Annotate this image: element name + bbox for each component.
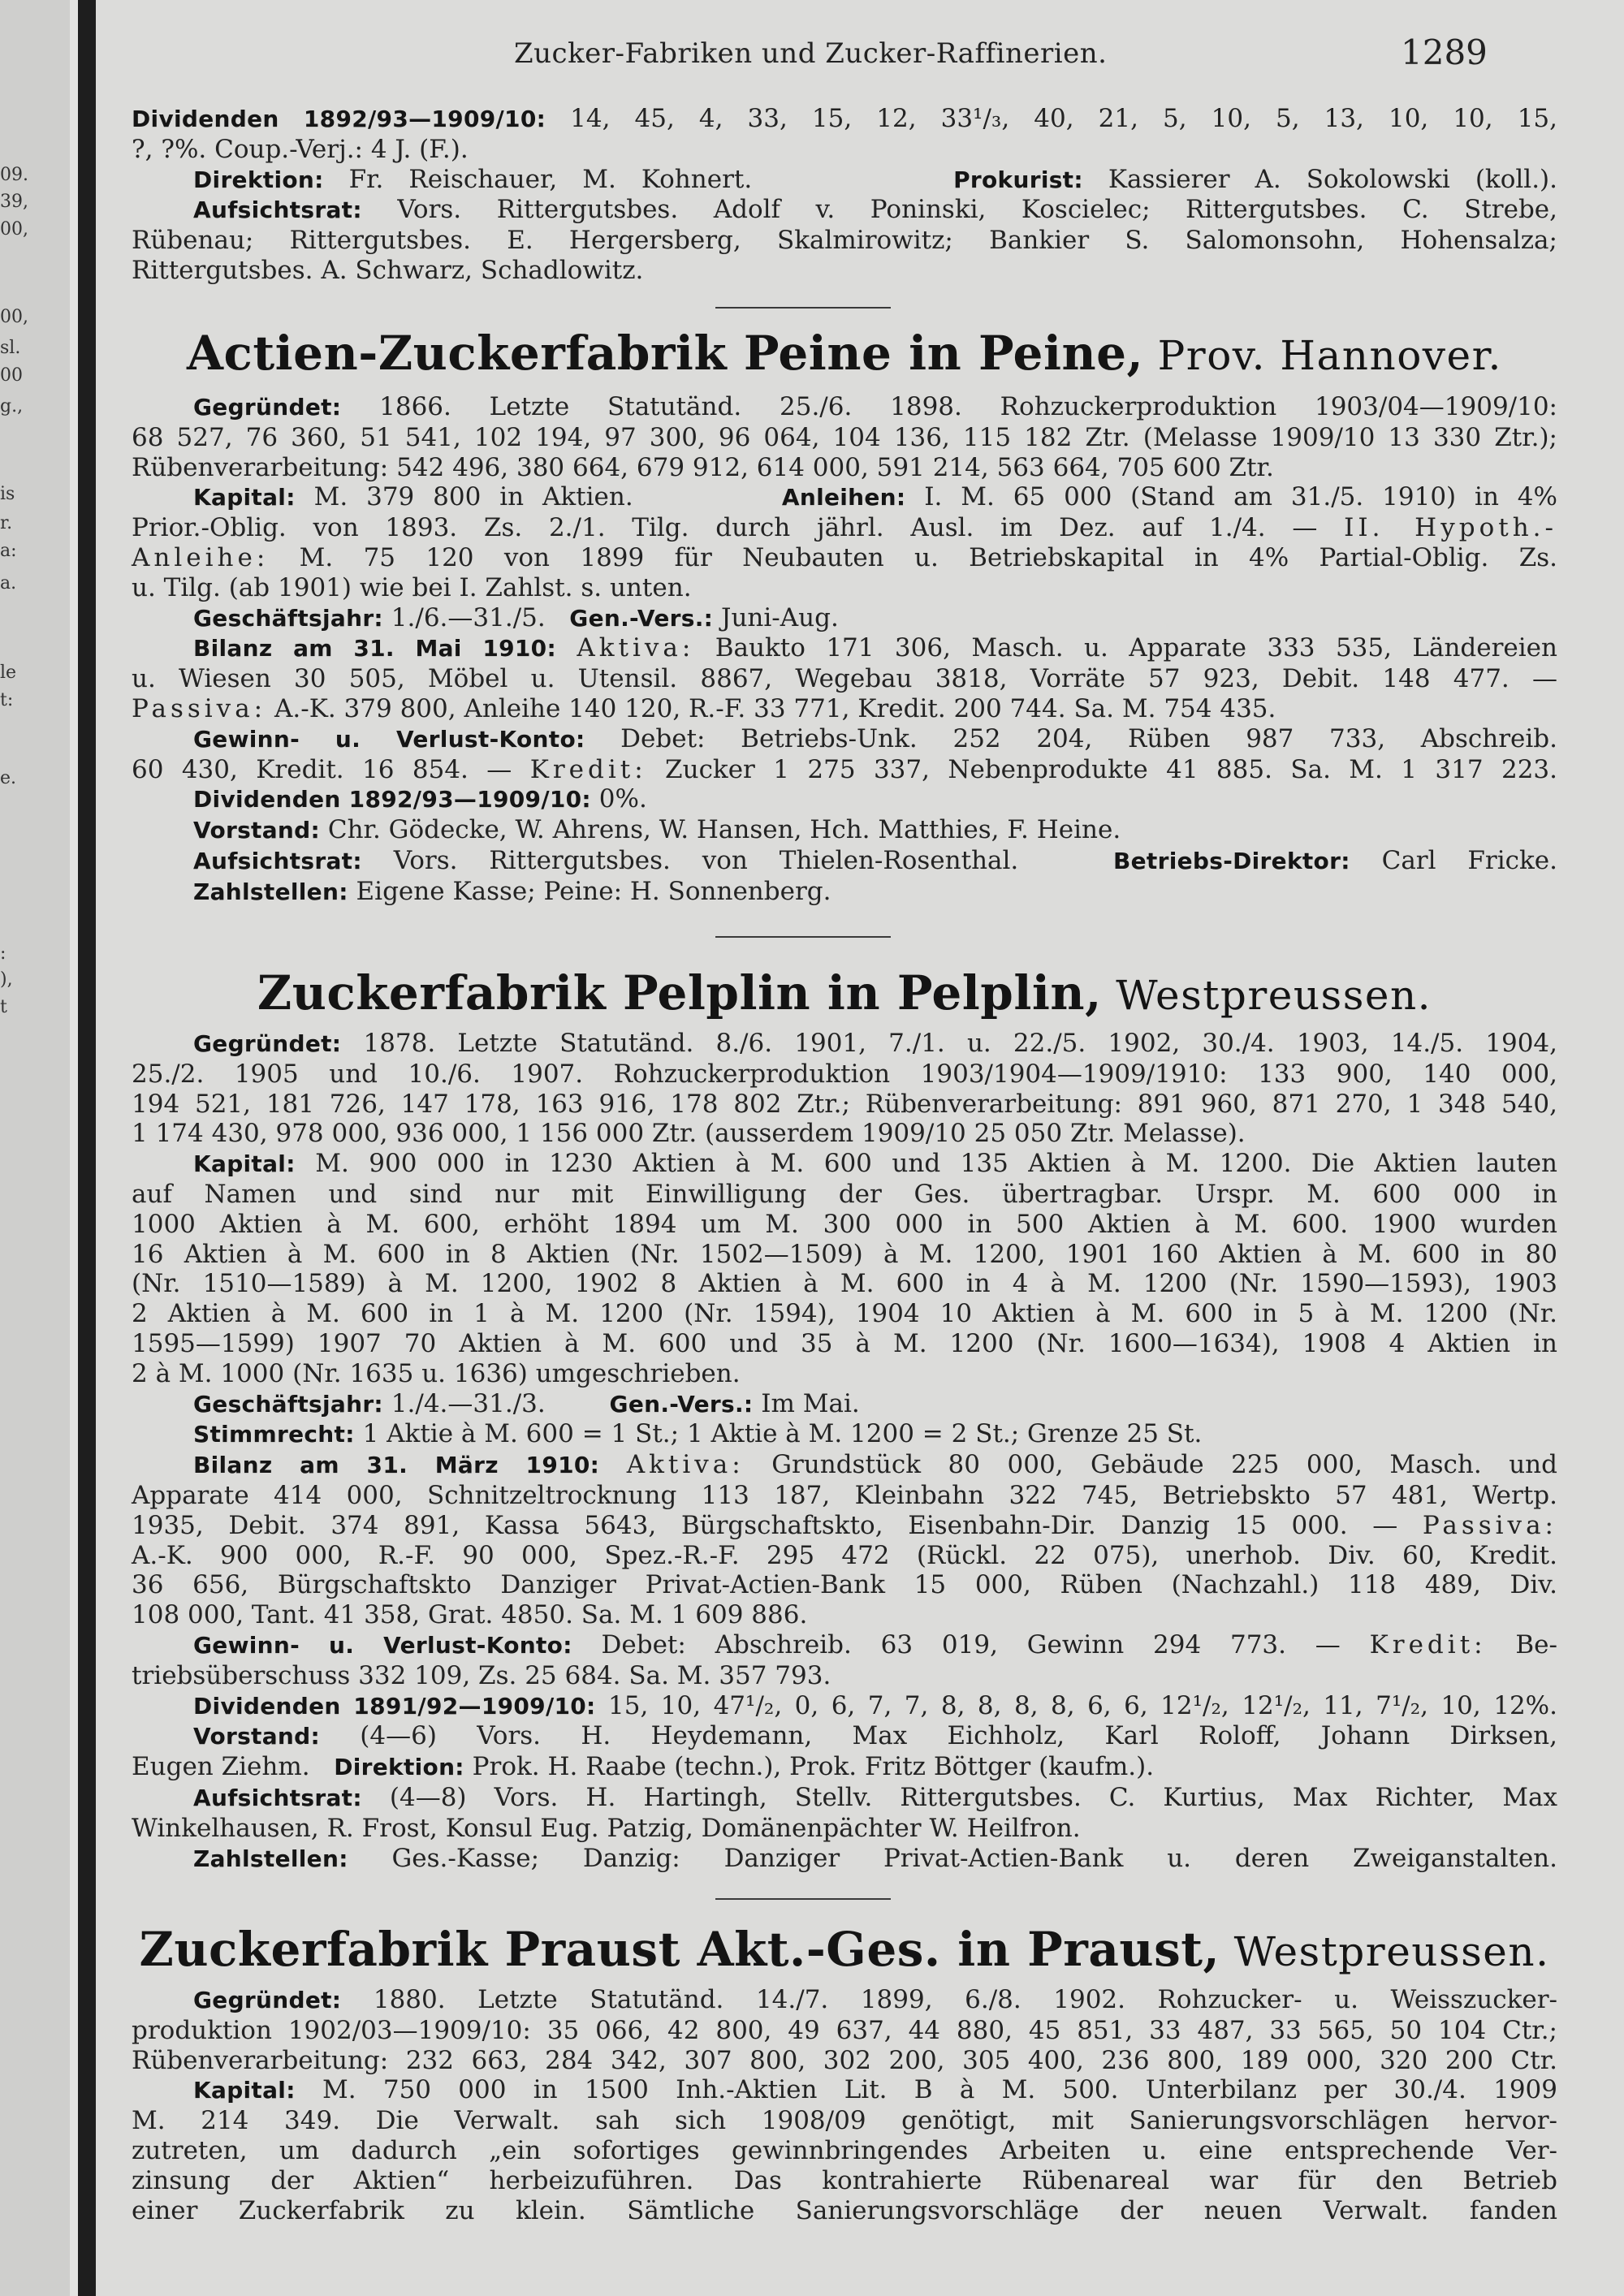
text-run: 2 Aktien à M. 600 in 1 à M. 1200 (Nr. 1594), 1904 10 Aktien à M. 600 in 5 à M. 1200 (Nr. xyxy=(132,1299,1557,1329)
field-label: Gewinn- u. Verlust-Konto: xyxy=(193,1631,572,1659)
text-run: Rübenverarbeitung: 542 496, 380 664, 679 912, 614 000, 591 214, 563 664, 705 600 Ztr. xyxy=(132,452,1274,482)
entry-body xyxy=(132,1985,1557,2225)
text-line xyxy=(132,1149,1557,1180)
text-run: 108 000, Tant. 41 358, Grat. 4850. Sa. M. 1 609 886. xyxy=(132,1600,808,1630)
text-line xyxy=(132,1985,1557,2016)
field-label: Geschäftsjahr: xyxy=(193,1390,383,1418)
spaced-label: Aktiva: xyxy=(577,633,695,663)
text-line xyxy=(132,573,1557,603)
text-line xyxy=(132,2016,1557,2046)
text-line xyxy=(132,256,1557,286)
text-run: Prior.-Oblig. von 1893. Zs. 2./1. Tilg. durch jährl. Ausl. im Dez. auf 1./4. — xyxy=(132,513,1345,543)
text-run: (4—8) Vors. H. Hartingh, Stellv. Rittergutsbes. C. Kurtius, Max Richter, Max xyxy=(361,1782,1557,1812)
text-line xyxy=(132,1721,1557,1752)
margin-fragment: a. xyxy=(0,573,17,593)
text-run: 2 à M. 1000 (Nr. 1635 u. 1636) umgeschrieben. xyxy=(132,1358,741,1388)
section-divider xyxy=(715,936,891,938)
field-label: Direktion: xyxy=(334,1754,464,1781)
text-run: 0%. xyxy=(590,784,647,814)
text-line xyxy=(132,815,1557,846)
entry-body xyxy=(132,392,1557,908)
text-run: Rübenau; Rittergutsbes. E. Hergersberg, Skalmirowitz; Bankier S. Salomonsohn, Hohensalza; xyxy=(132,226,1557,256)
section-peine xyxy=(132,325,1557,908)
field-label: Vorstand: xyxy=(193,817,321,844)
text-run: Be- xyxy=(1486,1629,1557,1659)
running-header: Zucker-Fabriken und Zucker-Raffinerien. xyxy=(514,37,1108,70)
text-run: Baukto 171 306, Masch. u. Apparate 333 535, Ländereien xyxy=(694,633,1557,663)
firm-location: Westpreussen. xyxy=(1220,1928,1550,1975)
text-run: I. M. 65 000 (Stand am 31./5. 1910) in 4% xyxy=(905,482,1557,512)
text-run: A.-K. 379 800, Anleihe 140 120, R.-F. 33 771, Kredit. 200 744. Sa. M. 754 435. xyxy=(266,693,1276,723)
text-run: 1 174 430, 978 000, 936 000, 1 156 000 Ztr. (ausserdem 1909/10 25 050 Ztr. Melasse). xyxy=(132,1119,1246,1149)
text-run: Debet: Abschreib. 63 019, Gewinn 294 773. — xyxy=(572,1629,1370,1659)
margin-fragment: t: xyxy=(0,690,14,710)
text-run: M. 900 000 in 1230 Aktien à M. 600 und 135 Aktien à M. 1200. Die Aktien lauten xyxy=(295,1149,1557,1179)
field-label: Anleihen: xyxy=(781,484,906,511)
text-line xyxy=(132,1269,1557,1299)
text-run: Zucker 1 275 337, Nebenprodukte 41 885. Sa. M. 1 317 223. xyxy=(646,754,1557,784)
field-label: Bilanz am 31. Mai 1910: xyxy=(193,635,556,662)
section-divider xyxy=(715,307,891,309)
text-line xyxy=(132,603,1557,634)
text-run: 1880. Letzte Statutänd. 14./7. 1899, 6./8. 1902. Rohzucker- u. Weisszucker- xyxy=(341,1985,1557,2014)
field-label: Dividenden 1891/92—1909/10: xyxy=(193,1692,596,1720)
margin-fragment: is xyxy=(0,484,15,504)
text-line xyxy=(132,1060,1557,1090)
text-run: Rübenverarbeitung: 232 663, 284 342, 307 800, 302 200, 305 400, 236 800, 189 000, 320 200 Ctr. xyxy=(132,2045,1557,2075)
text-run: 1./6.—31./5. xyxy=(382,602,570,632)
text-run xyxy=(599,1450,627,1479)
spaced-label: Anleihe: xyxy=(132,542,270,572)
text-line xyxy=(132,1450,1557,1481)
text-line xyxy=(132,1419,1557,1450)
margin-fragment: 00, xyxy=(0,219,28,240)
text-run: triebsüberschuss 332 109, Zs. 25 684. Sa. M. 357 793. xyxy=(132,1660,831,1690)
field-label: Vorstand: xyxy=(193,1723,321,1750)
field-label: Kapital: xyxy=(193,2077,296,2104)
firm-name: Zuckerfabrik Pelplin in Pelplin, xyxy=(257,965,1102,1021)
margin-fragment: t xyxy=(0,997,7,1017)
field-label: Kapital: xyxy=(193,1150,296,1178)
text-line xyxy=(132,195,1557,226)
spaced-label: Aktiva: xyxy=(626,1450,745,1480)
text-line xyxy=(132,1299,1557,1329)
text-line xyxy=(132,1119,1557,1149)
text-line xyxy=(132,1814,1557,1844)
text-line xyxy=(132,1359,1557,1389)
text-line xyxy=(132,1600,1557,1630)
field-label: Direktion: xyxy=(193,166,324,193)
margin-fragment: g., xyxy=(0,396,24,416)
text-run: Grundstück 80 000, Gebäude 225 000, Masch. und xyxy=(744,1450,1557,1480)
text-run: Winkelhausen, R. Frost, Konsul Eug. Patzig, Domänenpächter W. Heilfron. xyxy=(132,1813,1081,1843)
field-label: Prokurist: xyxy=(953,166,1083,193)
text-line xyxy=(132,755,1557,785)
text-run: 16 Aktien à M. 600 in 8 Aktien (Nr. 1502—1509) à M. 1200, 1901 160 Aktien à M. 600 in 80 xyxy=(132,1239,1557,1269)
section-pelplin xyxy=(132,965,1557,1874)
text-line xyxy=(132,2196,1557,2226)
text-run: A.-K. 900 000, R.-F. 90 000, Spez.-R.-F. 295 472 (Rückl. 22 075), unerhob. Div. 60, Kredit. xyxy=(132,1540,1557,1570)
field-label: Geschäftsjahr: xyxy=(193,604,383,632)
spaced-label: Kredit: xyxy=(529,754,647,784)
text-line xyxy=(132,1481,1557,1511)
section-praust xyxy=(132,1921,1557,2225)
text-run: 15, 10, 47¹/₂, 0, 6, 7, 7, 8, 8, 8, 8, 6, 6, 12¹/₂, 12¹/₂, 11, 7¹/₂, 10, 12%. xyxy=(595,1690,1557,1720)
text-run: Rittergutsbes. A. Schwarz, Schadlowitz. xyxy=(132,255,644,285)
text-line xyxy=(132,694,1557,724)
text-line xyxy=(132,453,1557,483)
text-run: (4—6) Vors. H. Heydemann, Max Eichholz, Karl Roloff, Johann Dirksen, xyxy=(320,1721,1557,1751)
text-run: 68 527, 76 360, 51 541, 102 194, 97 300, 96 064, 104 136, 115 182 Ztr. (Melasse 1909/10 13 330 Ztr.); xyxy=(132,422,1557,452)
field-label: Aufsichtsrat: xyxy=(193,1784,362,1811)
field-label: Gegründet: xyxy=(193,1030,342,1057)
text-line xyxy=(132,1180,1557,1210)
firm-location: Westpreussen. xyxy=(1101,972,1432,1019)
text-line xyxy=(132,1389,1557,1420)
text-line xyxy=(132,392,1557,423)
text-line xyxy=(132,1240,1557,1270)
text-line xyxy=(132,2046,1557,2076)
text-run: Chr. Gödecke, W. Ahrens, W. Hansen, Hch. Matthies, F. Heine. xyxy=(320,815,1121,845)
text-line xyxy=(132,423,1557,453)
text-line xyxy=(132,1570,1557,1600)
text-line xyxy=(132,1329,1557,1359)
spaced-label: Kredit: xyxy=(1369,1629,1487,1659)
text-run: zinsung der Aktien“ herbeizuführen. Das kontrahierte Rübenareal war für den Betrieb xyxy=(132,2165,1557,2195)
text-line xyxy=(132,1783,1557,1814)
text-run: M. 214 349. Die Verwalt. sah sich 1908/09 genötigt, mit Sanierungsvorschlägen hervor- xyxy=(132,2106,1557,2136)
field-label: Dividenden 1892/93—1909/10: xyxy=(193,786,591,814)
text-run: Debet: Betriebs-Unk. 252 204, Rüben 987 733, Abschreib. xyxy=(585,723,1557,753)
text-line xyxy=(132,633,1557,664)
margin-fragment: a: xyxy=(0,541,17,561)
text-run: Vors. Rittergutsbes. von Thielen-Rosenthal. xyxy=(361,845,1113,875)
text-line xyxy=(132,784,1557,815)
margin-fragment: 00 xyxy=(0,365,23,386)
text-line xyxy=(132,1844,1557,1875)
text-line xyxy=(132,724,1557,755)
text-line xyxy=(132,2166,1557,2196)
text-line xyxy=(132,1752,1557,1783)
margin-fragment: r. xyxy=(0,513,13,533)
text-run: 60 430, Kredit. 16 854. — xyxy=(132,754,530,784)
text-line xyxy=(132,2106,1557,2136)
text-run: (Nr. 1510—1589) à M. 1200, 1902 8 Aktien à M. 600 in 4 à M. 1200 (Nr. 1590—1593), 1903 xyxy=(132,1269,1557,1299)
text-run: 36 656, Bürgschaftskto Danziger Privat-Actien-Bank 15 000, Rüben (Nachzahl.) 118 489, Div. xyxy=(132,1570,1557,1600)
intro-block xyxy=(132,104,1557,286)
text-run: Eigene Kasse; Peine: H. Sonnenberg. xyxy=(348,876,831,906)
spaced-label: II. Hypoth.- xyxy=(1344,513,1557,543)
text-line xyxy=(132,877,1557,908)
text-run: 1 Aktie à M. 600 = 1 St.; 1 Aktie à M. 1200 = 2 St.; Grenze 25 St. xyxy=(354,1419,1203,1449)
binding-gutter xyxy=(78,0,96,2296)
text-run: 14, 45, 4, 33, 15, 12, 33¹/₃, 40, 21, 5, 10, 5, 13, 10, 10, 15, xyxy=(546,104,1557,133)
text-run: M. 379 800 in Aktien. xyxy=(295,482,782,512)
text-run: ?, ?%. Coup.-Verj.: 4 J. (F.). xyxy=(132,134,469,164)
field-label: Bilanz am 31. März 1910: xyxy=(193,1452,600,1479)
field-label: Zahlstellen: xyxy=(193,1845,348,1872)
entry-body xyxy=(132,1029,1557,1874)
text-line xyxy=(132,482,1557,513)
text-run: u. Tilg. (ab 1901) wie bei I. Zahlst. s. unten. xyxy=(132,572,692,602)
firm-name: Zuckerfabrik Praust Akt.-Ges. in Praust, xyxy=(139,1922,1220,1977)
margin-fragment: : xyxy=(0,943,6,964)
margin-fragment: 39, xyxy=(0,192,28,212)
text-line xyxy=(132,1029,1557,1060)
text-line xyxy=(132,1691,1557,1722)
field-label: Betriebs-Direktor: xyxy=(1112,847,1350,874)
field-label: Dividenden 1892/93—1909/10: xyxy=(132,106,546,132)
field-label: Stimmrecht: xyxy=(193,1421,355,1448)
text-run: u. Wiesen 30 505, Möbel u. Utensil. 8867, Wegebau 3818, Vorräte 57 923, Debit. 148 477. — xyxy=(132,664,1557,694)
text-run: 25./2. 1905 und 10./6. 1907. Rohzuckerproduktion 1903/1904—1909/1910: 133 900, 140 000, xyxy=(132,1059,1557,1089)
text-run: Kassierer A. Sokolowski (koll.). xyxy=(1082,164,1557,194)
margin-fragment: 00, xyxy=(0,307,28,327)
firm-name: Actien-Zuckerfabrik Peine in Peine, xyxy=(187,326,1144,381)
text-run: Fr. Reischauer, M. Kohnert. xyxy=(323,164,954,194)
firm-title xyxy=(132,965,1557,1024)
text-run: Apparate 414 000, Schnitzeltrocknung 113 187, Kleinbahn 322 745, Betriebskto 57 481, Wertp. xyxy=(132,1480,1557,1510)
text-line xyxy=(132,2075,1557,2106)
field-label: Aufsichtsrat: xyxy=(193,847,362,874)
text-run: M. 75 120 von 1899 für Neubauten u. Betriebskapital in 4% Partial-Oblig. Zs. xyxy=(269,542,1557,572)
page-number: 1289 xyxy=(1401,32,1488,72)
text-line xyxy=(132,1090,1557,1120)
adjacent-page-strip xyxy=(0,0,78,2296)
field-label: Gen.-Vers.: xyxy=(609,1390,754,1418)
field-label: Gewinn- u. Verlust-Konto: xyxy=(193,725,585,753)
field-label: Aufsichtsrat: xyxy=(193,196,362,224)
section-divider xyxy=(715,1898,891,1900)
text-line xyxy=(132,664,1557,694)
text-run: einer Zuckerfabrik zu klein. Sämtliche Sanierungsvorschläge der neuen Verwalt. fanden xyxy=(132,2195,1557,2225)
firm-location: Prov. Hannover. xyxy=(1143,332,1502,379)
text-line xyxy=(132,165,1557,196)
firm-title xyxy=(132,325,1557,384)
text-line xyxy=(132,135,1557,165)
text-run xyxy=(556,633,577,662)
text-run: Carl Fricke. xyxy=(1350,845,1558,875)
text-run: 1935, Debit. 374 891, Kassa 5643, Bürgschaftskto, Eisenbahn-Dir. Danzig 15 000. — xyxy=(132,1510,1423,1540)
text-run: auf Namen und sind nur mit Einwilligung der Ges. übertragbar. Urspr. M. 600 000 in xyxy=(132,1179,1557,1209)
text-line xyxy=(132,1210,1557,1240)
text-line xyxy=(132,513,1557,543)
text-run: Vors. Rittergutsbes. Adolf v. Poninski, Koscielec; Rittergutsbes. C. Strebe, xyxy=(361,195,1557,225)
margin-fragment: 09. xyxy=(0,165,28,185)
text-line xyxy=(132,226,1557,256)
text-run: 1866. Letzte Statutänd. 25./6. 1898. Rohzuckerproduktion 1903/04—1909/10: xyxy=(341,392,1557,421)
text-run: produktion 1902/03—1909/10: 35 066, 42 800, 49 637, 44 880, 45 851, 33 487, 33 565, 50 104 Ctr.; xyxy=(132,2015,1557,2045)
text-run: 1./4.—31./3. xyxy=(382,1388,610,1418)
field-label: Gen.-Vers.: xyxy=(569,604,714,632)
field-label: Gegründet: xyxy=(193,1987,342,2013)
text-run: 194 521, 181 726, 147 178, 163 916, 178 802 Ztr.; Rübenverarbeitung: 891 960, 871 270, 1 348 540, xyxy=(132,1089,1557,1119)
margin-fragment: sl. xyxy=(0,338,21,358)
field-label: Gegründet: xyxy=(193,394,342,421)
text-run: M. 750 000 in 1500 Inh.-Aktien Lit. B à M. 500. Unterbilanz per 30./4. 1909 xyxy=(295,2075,1557,2105)
text-run: 1000 Aktien à M. 600, erhöht 1894 um M. 300 000 in 500 Aktien à M. 600. 1900 wurden xyxy=(132,1209,1557,1239)
text-line xyxy=(132,543,1557,573)
text-line xyxy=(132,1511,1557,1541)
document-page xyxy=(96,0,1624,2296)
field-label: Kapital: xyxy=(193,484,296,511)
field-label: Zahlstellen: xyxy=(193,878,348,905)
text-run: Prok. H. Raabe (techn.), Prok. Fritz Böttger (kaufm.). xyxy=(464,1752,1155,1782)
text-run: Eugen Ziehm. xyxy=(132,1752,335,1782)
text-line xyxy=(132,846,1557,877)
text-run: Ges.-Kasse; Danzig: Danziger Privat-Actien-Bank u. deren Zweiganstalten. xyxy=(348,1843,1557,1873)
text-line xyxy=(132,1661,1557,1691)
margin-fragment: le xyxy=(0,662,17,683)
margin-fragment: ), xyxy=(0,969,13,990)
text-line xyxy=(132,2136,1557,2166)
spaced-label: Passiva: xyxy=(1422,1510,1557,1540)
margin-fragment: e. xyxy=(0,768,17,788)
firm-title xyxy=(132,1921,1557,1980)
text-run: 1878. Letzte Statutänd. 8./6. 1901, 7./1. u. 22./5. 1902, 30./4. 1903, 14./5. 1904, xyxy=(341,1029,1557,1058)
text-line xyxy=(132,1630,1557,1661)
text-run: Juni-Aug. xyxy=(713,602,839,632)
text-run: 1595—1599) 1907 70 Aktien à M. 600 und 35 à M. 1200 (Nr. 1600—1634), 1908 4 Aktien in xyxy=(132,1328,1557,1358)
text-line xyxy=(132,104,1557,135)
text-run: zutreten, um dadurch „ein sofortiges gewinnbringendes Arbeiten u. eine entsprechende Ver- xyxy=(132,2135,1557,2165)
text-line xyxy=(132,1541,1557,1571)
spaced-label: Passiva: xyxy=(132,693,267,723)
text-run: Im Mai. xyxy=(753,1388,860,1418)
